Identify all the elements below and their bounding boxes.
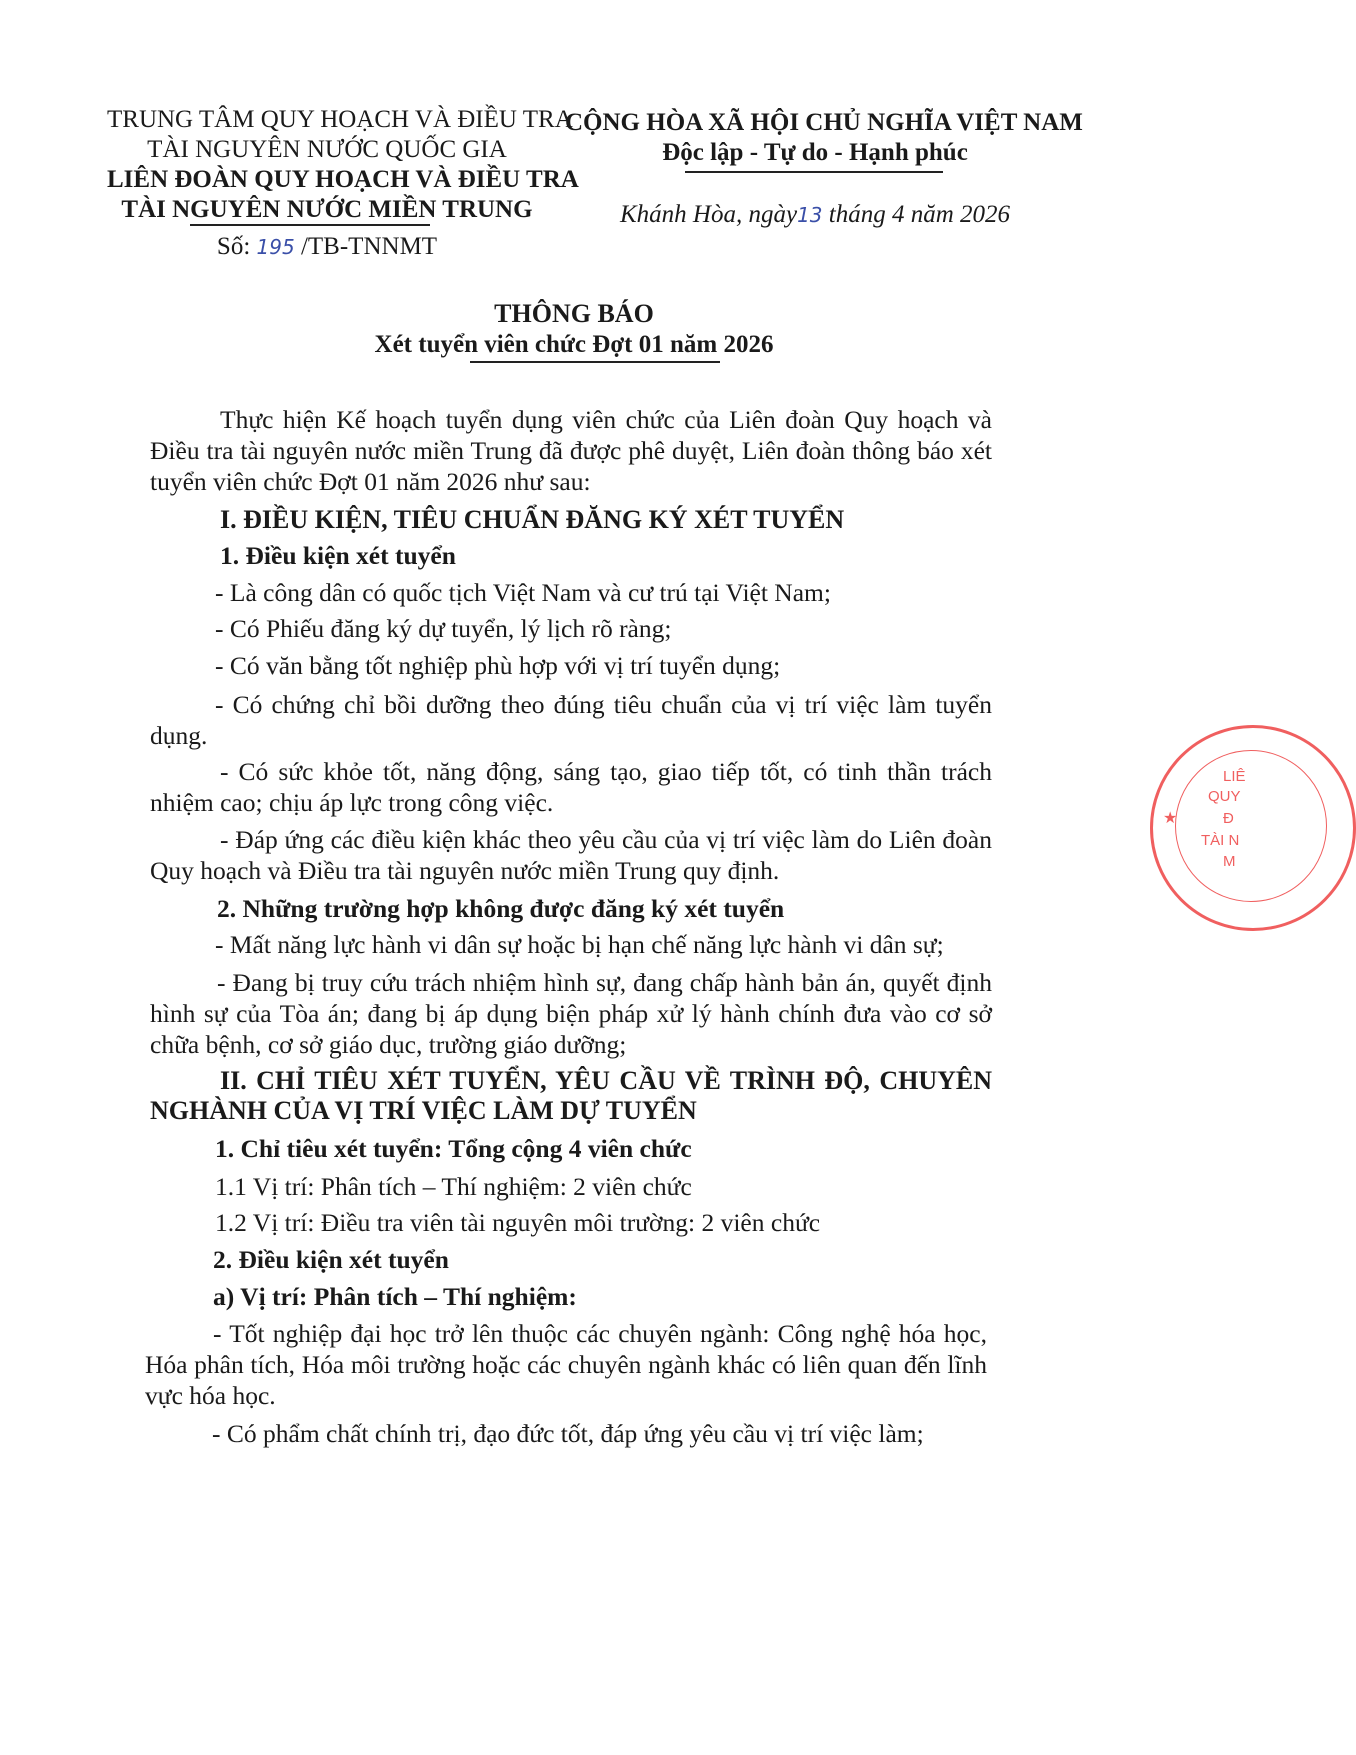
- document-number: [107, 232, 547, 262]
- section-2-sub-a: a) Vị trí: Phân tích – Thí nghiệm:: [213, 1282, 577, 1311]
- list-item: - Có sức khỏe tốt, năng động, sáng tạo, giao tiếp tốt, có tinh thần trách nhiệm cao; chịu áp lực trong công việc.: [150, 757, 992, 817]
- date-prefix: Khánh Hòa, ngày: [619, 201, 798, 228]
- section-1-sub-2: 2. Những trường hợp không được đăng ký xét tuyển: [217, 894, 785, 923]
- section-2-heading: II. CHỈ TIÊU XÉT TUYỂN, YÊU CẦU VỀ TRÌNH ĐỘ, CHUYÊN NGHÀNH CỦA VỊ TRÍ VIỆC LÀM DỰ TUYỂN: [150, 1066, 992, 1125]
- date-line: [565, 200, 1065, 230]
- handwritten-number: 195: [256, 235, 295, 259]
- list-item: - Đang bị truy cứu trách nhiệm hình sự, đang chấp hành bản án, quyết định hình sự của Tòa án; đang bị áp dụng biện pháp xử lý hành chính đưa vào cơ sở chữa bệnh, cơ sở giáo dục, trường giáo dưỡng;: [150, 968, 992, 1059]
- section-1-sub-1: 1. Điều kiện xét tuyển: [220, 541, 456, 570]
- list-item: - Là công dân có quốc tịch Việt Nam và cư trú tại Việt Nam;: [215, 578, 831, 607]
- agency-line-3: LIÊN ĐOÀN QUY HOẠCH VÀ ĐIỀU TRA: [107, 166, 579, 193]
- agency-line-4: TÀI NGUYÊN NƯỚC MIỀN TRUNG: [121, 196, 533, 223]
- list-item: - Có chứng chỉ bồi dưỡng theo đúng tiêu chuẩn của vị trí việc làm tuyển dụng.: [150, 690, 992, 750]
- motto: Độc lập - Tự do - Hạnh phúc: [662, 139, 968, 166]
- divider: [685, 171, 943, 173]
- number-suffix: /TB-TNNMT: [300, 233, 438, 260]
- divider: [190, 224, 430, 226]
- agency-line-2: TÀI NGUYÊN NƯỚC QUỐC GIA: [147, 136, 507, 163]
- divider: [470, 361, 720, 363]
- position-2: 1.2 Vị trí: Điều tra viên tài nguyên môi trường: 2 viên chức: [215, 1208, 821, 1237]
- list-item: - Mất năng lực hành vi dân sự hoặc bị hạn chế năng lực hành vi dân sự;: [215, 930, 944, 959]
- red-seal-stamp: ★ LIÊ QUY Đ TÀI N M: [1150, 725, 1356, 931]
- number-label: Số:: [216, 233, 251, 260]
- nation-title: CỘNG HÒA XÃ HỘI CHỦ NGHĨA VIỆT NAM: [565, 109, 1083, 136]
- list-item: - Có Phiếu đăng ký dự tuyển, lý lịch rõ ràng;: [215, 614, 672, 643]
- list-item: - Có phẩm chất chính trị, đạo đức tốt, đáp ứng yêu cầu vị trí việc làm;: [212, 1419, 924, 1448]
- date-suffix: tháng 4 năm 2026: [828, 201, 1011, 228]
- list-item: - Có văn bằng tốt nghiệp phù hợp với vị trí tuyển dụng;: [215, 651, 781, 680]
- section-1-heading: I. ĐIỀU KIỆN, TIÊU CHUẨN ĐĂNG KÝ XÉT TUYỂN: [220, 505, 845, 534]
- section-2-sub-1: 1. Chỉ tiêu xét tuyển: Tổng cộng 4 viên chức: [215, 1134, 692, 1163]
- handwritten-day: 13: [797, 203, 823, 227]
- position-1: 1.1 Vị trí: Phân tích – Thí nghiệm: 2 viên chức: [215, 1172, 692, 1201]
- document-title: THÔNG BÁO: [494, 299, 654, 328]
- list-item: - Đáp ứng các điều kiện khác theo yêu cầu của vị trí việc làm do Liên đoàn Quy hoạch và Điều tra tài nguyên nước miền Trung quy định.: [150, 825, 992, 885]
- list-item: - Tốt nghiệp đại học trở lên thuộc các chuyên ngành: Công nghệ hóa học, Hóa phân tích, Hóa môi trường hoặc các chuyên ngành khác có liên quan đến lĩnh vực hóa học.: [145, 1319, 987, 1410]
- document-subtitle: Xét tuyển viên chức Đợt 01 năm 2026: [374, 331, 774, 358]
- agency-line-1: TRUNG TÂM QUY HOẠCH VÀ ĐIỀU TRA: [107, 106, 573, 133]
- section-2-sub-2: 2. Điều kiện xét tuyển: [213, 1245, 449, 1274]
- intro-paragraph: Thực hiện Kế hoạch tuyển dụng viên chức của Liên đoàn Quy hoạch và Điều tra tài nguyên nước miền Trung đã được phê duyệt, Liên đoàn thông báo xét tuyển viên chức Đợt 01 năm 2026 như sau:: [150, 405, 992, 496]
